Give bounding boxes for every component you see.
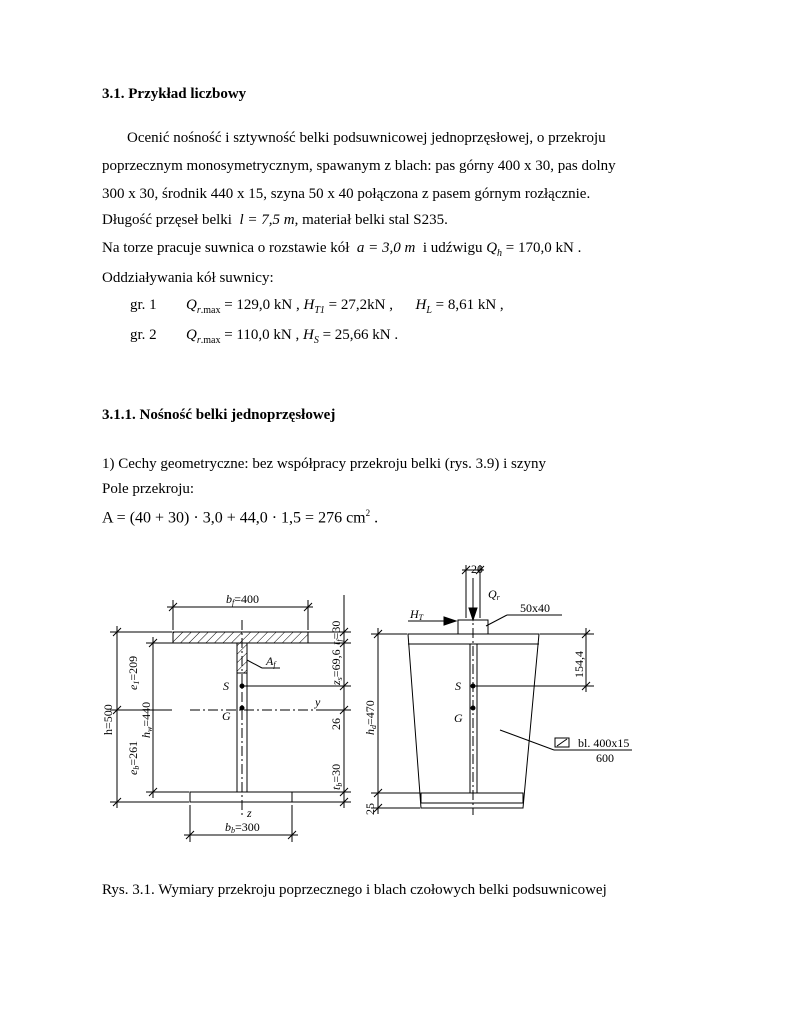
- label-z: z: [247, 806, 252, 820]
- gr2-label: gr. 2: [130, 327, 157, 343]
- label-s-left: S: [223, 679, 229, 693]
- label-plate: bl. 400x15: [578, 736, 630, 750]
- paragraph-line-3: 300 x 30, środnik 440 x 15, szyna 50 x 40 połączona z pasem górnym rozłącznie.: [102, 186, 591, 202]
- label-20: 20: [471, 562, 483, 576]
- label-bf: bf=400: [226, 592, 260, 607]
- label-h: h=500: [101, 704, 115, 735]
- label-g-right: G: [454, 711, 463, 725]
- area-formula: A = (40 + 30) · 3,0 + 44,0 · 1,5 = 276 $cm^2$ .: [102, 508, 379, 527]
- label-s-right: S: [455, 679, 461, 693]
- crane-capacity: = 170,0 kN .: [505, 240, 582, 256]
- gr1-values: $Q_{r.max} = 129,0$ kN , $H_{T1} = 27,2kN$ , $H_L = 8,61$ kN ,: [186, 297, 504, 316]
- figure-caption: Rys. 3.1. Wymiary przekroju poprzecznego i blach czołowych belki podsuwnicowej: [102, 882, 607, 898]
- label-plate-len: 600: [596, 751, 614, 765]
- label-e1: e1=209: [126, 655, 141, 690]
- label-bb: bb=300: [225, 820, 260, 835]
- label-qr: Qr: [488, 587, 500, 602]
- label-eb: eb=261: [126, 740, 141, 775]
- label-tb: tb=30: [329, 763, 344, 790]
- wheel-spacing: a = 3,0 m: [356, 240, 416, 256]
- label-hd: hd=470: [363, 700, 378, 735]
- label-rail: 50x40: [520, 601, 550, 615]
- wheels-title: Oddziaływania kół suwnicy:: [102, 270, 274, 286]
- label-25: 25: [363, 803, 377, 815]
- paragraph-line-2: poprzecznym monosymetrycznym, spawanym z blach: pas górny 400 x 30, pas dolny: [102, 158, 616, 174]
- crane-line: Na torze pracuje suwnica o rozstawie kół a = 3,0 m i udźwigu $Q_h = 170,0$ kN .: [102, 240, 582, 259]
- label-ht: HT: [410, 607, 424, 622]
- section-title: 3.1. Przykład liczbowy: [102, 86, 247, 102]
- bottom-flange: [190, 792, 292, 802]
- label-154: 154,4: [572, 651, 586, 678]
- label-y: y: [315, 695, 321, 709]
- label-af: Af: [266, 654, 276, 669]
- label-hw: hw=440: [139, 701, 154, 738]
- label-tf: tf=30: [329, 620, 344, 645]
- paragraph-line-1: Ocenić nośność i sztywność belki podsuwnicowej jednoprzęsłowej, o przekroju: [127, 130, 606, 146]
- top-flange: [173, 632, 308, 643]
- gr1-label: gr. 1: [130, 297, 157, 313]
- geom-line-2: Pole przekroju:: [102, 481, 195, 497]
- label-26: 26: [329, 718, 343, 730]
- gr2-values: $Q_{r.max} = 110,0$ kN , $H_S = 25,66$ kN .: [186, 327, 399, 346]
- subsection-title: 3.1.1. Nośność belki jednoprzęsłowej: [102, 407, 336, 423]
- label-zs: zs=69,6: [329, 649, 344, 685]
- label-g-left: G: [222, 709, 231, 723]
- paragraph-line-4: Długość przęseł belki l = 7,5 m, materiał belki stal S235.: [102, 212, 448, 228]
- geom-line-1: 1) Cechy geometryczne: bez współpracy przekroju belki (rys. 3.9) i szyny: [102, 456, 547, 472]
- span-length: l = 7,5 m: [239, 212, 295, 228]
